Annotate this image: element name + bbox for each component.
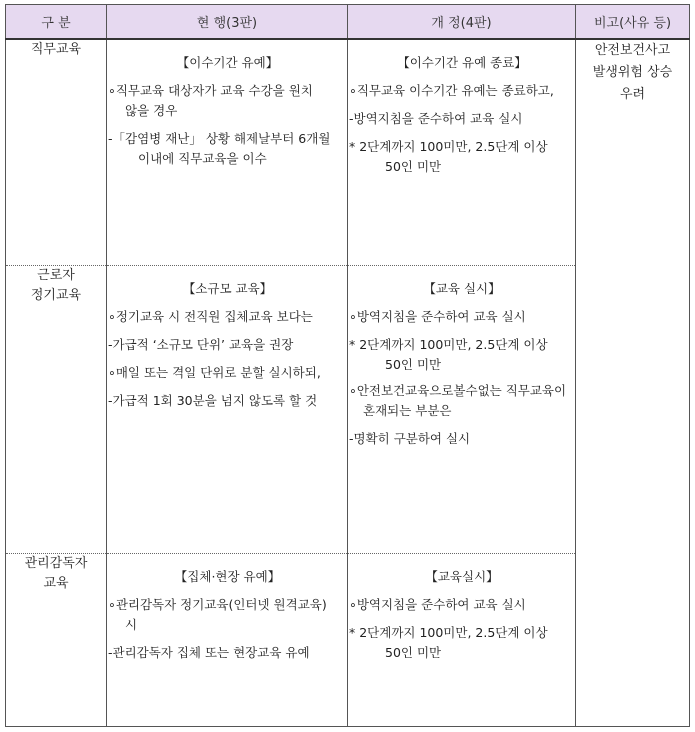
- remarks-line: 발생위험 상승: [592, 64, 673, 80]
- header-category: 구 분: [6, 5, 107, 39]
- current-cell: [107, 266, 348, 554]
- list-item: -방역지침을 준수하여 교육 실시: [349, 110, 523, 126]
- revised-cell: [348, 266, 576, 554]
- category-cell: [6, 554, 107, 727]
- header-remarks: 비고(사유 등): [576, 5, 690, 39]
- list-item: * 2단계까지 100미만, 2.5단계 이상 50인 미만: [349, 625, 548, 660]
- list-item: * 2단계까지 100미만, 2.5단계 이상 50인 미만: [349, 138, 548, 174]
- header-revised: 개 정(4판): [348, 5, 576, 39]
- section-title: 【집체·현장 유예】: [174, 569, 281, 584]
- list-item: ∘방역지침을 준수하여 교육 실시: [349, 309, 526, 324]
- list-item: ∘직무교육 이수기간 유예는 종료하고,: [349, 82, 554, 98]
- list-item: ∘안전보건교육으로볼수없는 직무교육이 혼재되는 부분은: [349, 383, 567, 418]
- table-row: [6, 39, 690, 266]
- section-title: 【교육 실시】: [423, 281, 501, 296]
- list-item: ∘매일 또는 격일 단위로 분할 실시하되,: [108, 365, 321, 380]
- revised-cell: [348, 554, 576, 727]
- section-title: 【이수기간 유예】: [176, 54, 279, 70]
- comparison-table: [5, 4, 690, 727]
- list-item: ∘정기교육 시 전직원 집체교육 보다는: [108, 309, 313, 324]
- category-cell: [6, 39, 107, 266]
- section-title: 【교육실시】: [425, 569, 499, 584]
- list-item: -관리감독자 집체 또는 현장교육 유예: [108, 645, 310, 660]
- remarks-line: 우려: [619, 86, 646, 102]
- category-line: 근로자: [37, 268, 75, 283]
- current-cell: [107, 554, 348, 727]
- category-cell: [6, 266, 107, 554]
- category-line: 정기교육: [30, 288, 82, 303]
- remarks-cell: [576, 39, 690, 727]
- list-item: -「감염병 재난」 상황 해제날부터 6개월 이내에 직무교육을 이수: [108, 130, 331, 166]
- list-item: ∘직무교육 대상자가 교육 수강을 원치 않을 경우: [108, 82, 313, 118]
- list-item: -명확히 구분하여 실시: [349, 431, 471, 446]
- revised-cell: [348, 39, 576, 266]
- category-line: 교육: [43, 576, 69, 591]
- list-item: ∘방역지침을 준수하여 교육 실시: [349, 597, 526, 612]
- list-item: * 2단계까지 100미만, 2.5단계 이상 50인 미만: [349, 337, 548, 372]
- remarks-line: 안전보건사고: [594, 42, 671, 58]
- header-row: [6, 5, 690, 39]
- category-line: 관리감독자: [24, 556, 88, 571]
- category-line: 직무교육: [30, 41, 82, 57]
- section-title: 【소규모 교육】: [182, 281, 273, 296]
- list-item: -가급적 ‘소규모 단위’ 교육을 권장: [108, 337, 294, 352]
- header-current: 현 행(3판): [107, 5, 348, 39]
- list-item: ∘관리감독자 정기교육(인터넷 원격교육) 시: [108, 597, 327, 632]
- current-cell: [107, 39, 348, 266]
- section-title: 【이수기간 유예 종료】: [397, 54, 527, 70]
- list-item: -가급적 1회 30분을 넘지 않도록 할 것: [108, 393, 318, 408]
